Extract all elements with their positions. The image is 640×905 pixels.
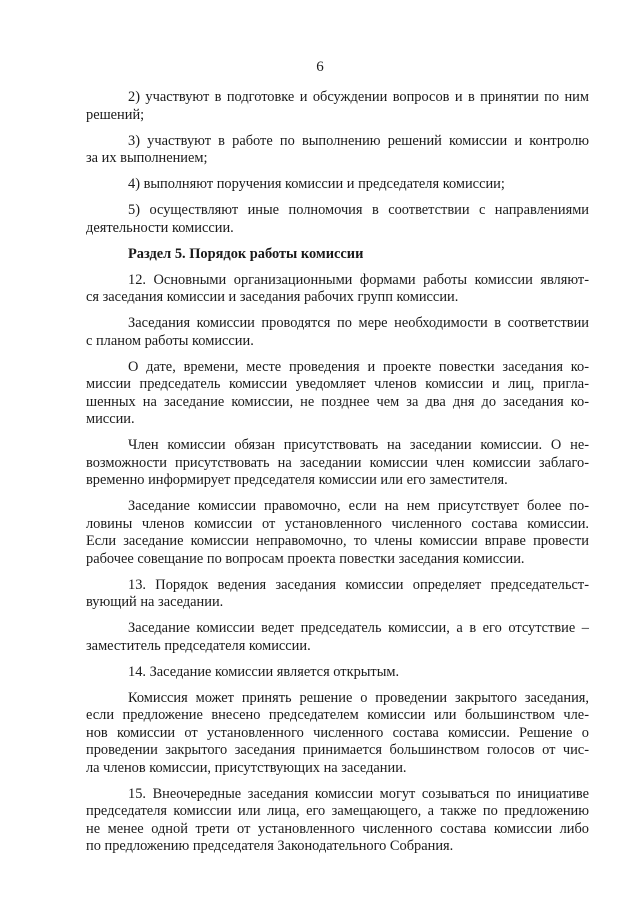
- paragraph-chair: [86, 620, 589, 655]
- text-line: решений;: [86, 106, 145, 123]
- text-line: 14. Заседание комиссии является открытым.: [128, 663, 400, 680]
- text-line: ла членов комиссии, присутствующих на заседании.: [86, 759, 407, 776]
- text-line: по предложению председателя Законодательного Собрания.: [86, 838, 454, 854]
- paragraph-item-3: [86, 133, 589, 168]
- text-line: ловины членов комиссии от установленного численного состава комиссии.: [86, 515, 589, 532]
- paragraph-closed-session: [86, 690, 589, 778]
- text-line: 5) осуществляют иные полномочия в соответствии с направлениями: [128, 202, 589, 218]
- text-line: возможности присутствовать на заседании комиссии член комиссии заблаго-: [86, 454, 589, 471]
- text-line: 3) участвуют в работе по выполнению решений комиссии и контролю: [128, 132, 589, 149]
- paragraph-notification: [86, 359, 589, 429]
- text-line: проведении закрытого заседания принимается большинством голосов от чис-: [86, 742, 589, 758]
- text-line: заместитель председателя комиссии.: [86, 637, 311, 654]
- text-line: Член комиссии обязан присутствовать на заседании комиссии. О не-: [128, 437, 589, 453]
- section-heading: Раздел 5. Порядок работы комиссии: [128, 245, 364, 262]
- paragraph-12: [86, 272, 589, 307]
- text-line: председателя комиссии или лица, его замещающего, а также по предложению: [86, 803, 589, 819]
- text-line: 4) выполняют поручения комиссии и председателя комиссии;: [128, 176, 505, 192]
- text-line: Заседание комиссии ведет председатель комиссии, а в его отсутствие –: [128, 620, 589, 636]
- text-line: Если заседание комиссии неправомочно, то члены комиссии вправе провести: [86, 533, 589, 549]
- text-line: 13. Порядок ведения заседания комиссии определяет председательст-: [128, 576, 589, 593]
- text-line: ся заседания комиссии и заседания рабочих групп комиссии.: [86, 289, 459, 305]
- paragraph-attendance: [86, 437, 589, 490]
- document-body: [86, 89, 589, 864]
- text-line: временно информирует председателя комиссии или его заместителя.: [86, 472, 508, 488]
- text-line: шенных на заседание комиссии, не позднее чем за два дня до заседания ко-: [86, 393, 589, 410]
- text-line: Комиссия может принять решение о проведении закрытого заседания,: [128, 689, 589, 706]
- page-number: 6: [316, 59, 324, 75]
- paragraph-15: [86, 786, 589, 856]
- paragraph-meetings-schedule: [86, 315, 589, 350]
- paragraph-item-4: [86, 176, 589, 194]
- text-line: нов комиссии от установленного численного состава комиссии. Решение о: [86, 724, 589, 741]
- text-line: если предложение внесено председателем комиссии или большинством чле-: [86, 707, 589, 723]
- paragraph-quorum: [86, 498, 589, 568]
- text-line: за их выполнением;: [86, 150, 208, 166]
- paragraph-item-2: [86, 89, 589, 124]
- text-line: 15. Внеочередные заседания комиссии могут созываться по инициативе: [128, 785, 589, 802]
- paragraph-13: [86, 577, 589, 612]
- text-line: с планом работы комиссии.: [86, 332, 254, 349]
- text-line: О дате, времени, месте проведения и проекте повестки заседания ко-: [128, 358, 589, 375]
- text-line: вующий на заседании.: [86, 594, 224, 610]
- text-line: не менее одной трети от установленного численного состава комиссии либо: [86, 820, 589, 837]
- text-line: рабочее совещание по вопросам проекта повестки заседания комиссии.: [86, 550, 525, 567]
- paragraph-14: [86, 664, 589, 682]
- text-line: 12. Основными организационными формами работы комиссии являют-: [128, 271, 589, 288]
- text-line: миссии.: [86, 411, 135, 427]
- text-line: Заседания комиссии проводятся по мере необходимости в соответствии: [128, 315, 589, 331]
- text-line: миссии председатель комиссии уведомляет членов комиссии и лиц, пригла-: [86, 376, 589, 392]
- text-line: Заседание комиссии правомочно, если на нем присутствует более по-: [128, 498, 589, 514]
- text-line: деятельности комиссии.: [86, 219, 234, 236]
- paragraph-item-5: [86, 202, 589, 237]
- text-line: 2) участвуют в подготовке и обсуждении вопросов и в принятии по ним: [128, 89, 589, 105]
